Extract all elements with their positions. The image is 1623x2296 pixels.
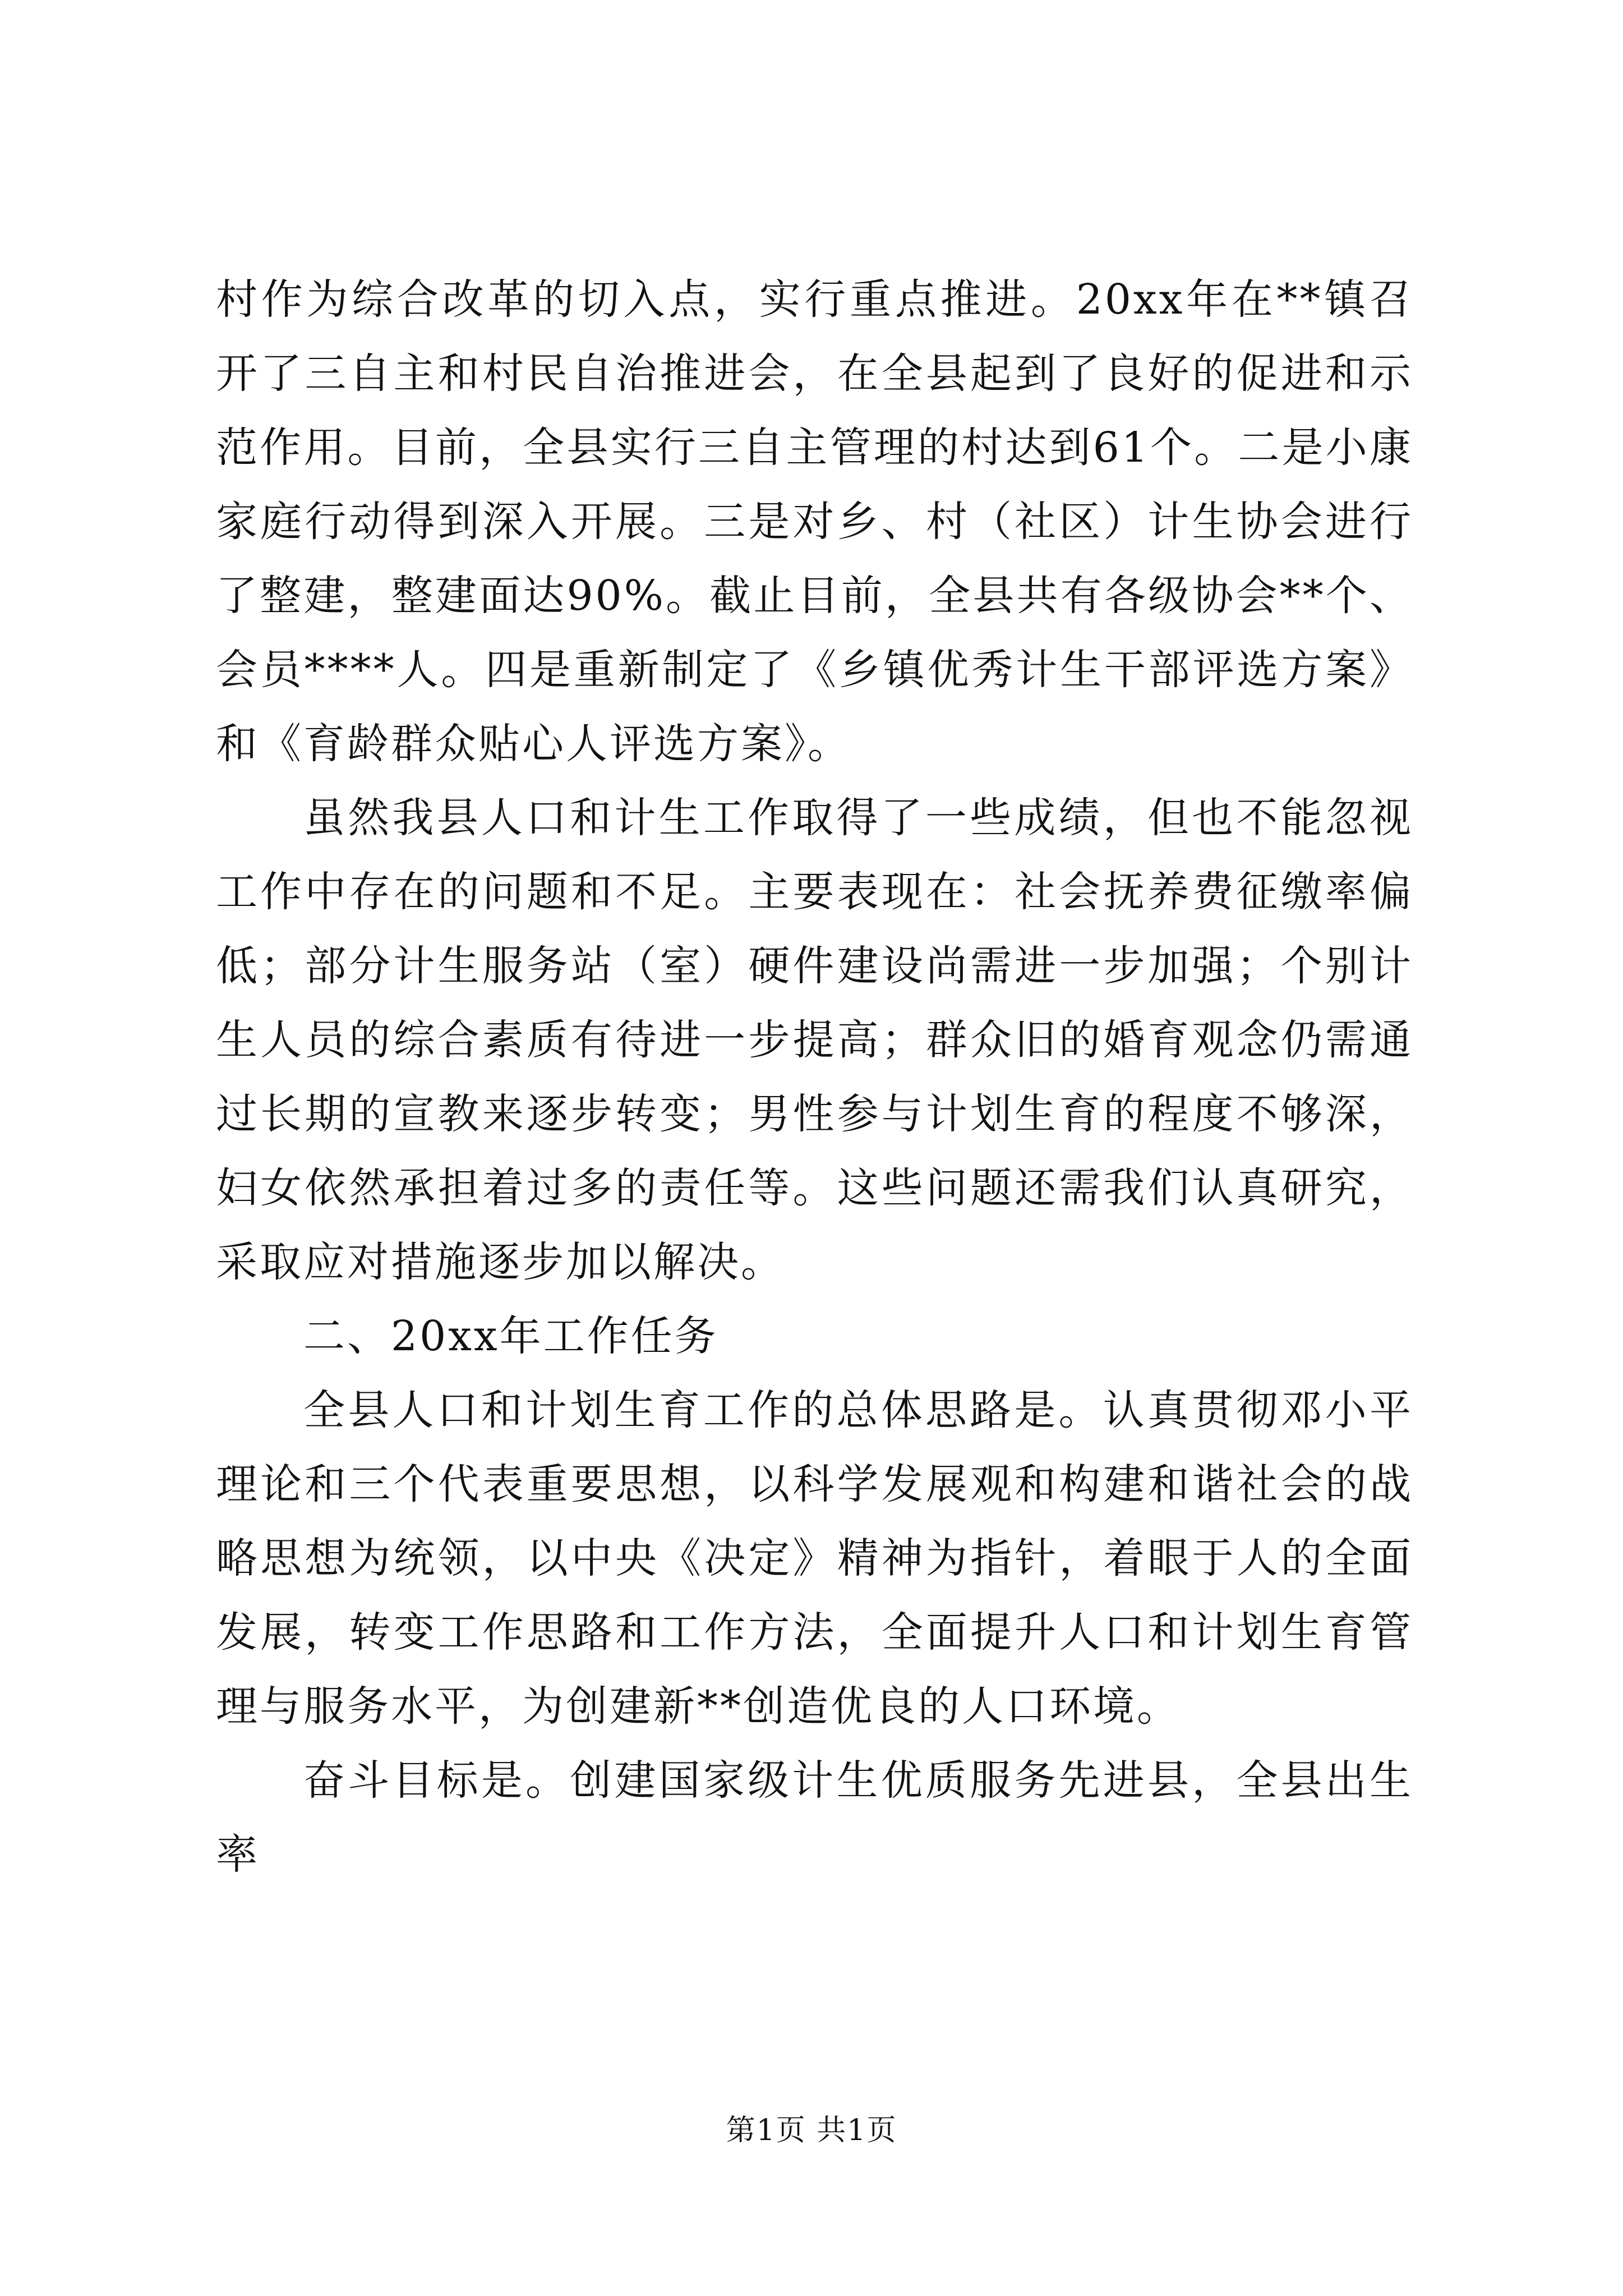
section-heading: 二、20xx年工作任务 — [303, 1312, 718, 1360]
paragraph-continuation: 村作为综合改革的切入点，实行重点推进。20xx年在**镇召开了三自主和村民自治推进会，在全县起到了良好的促进和示范作用。目前，全县实行三自主管理的村达到61个。二是小康家庭行动得到深入开展。三是对乡、村（社区）计生协会进行了整建，整建面达90%。截止目前，全县共有各级协会**个、会员****人。四是重新制定了《乡镇优秀计生干部评选方案》和《育龄群众贴心人评选方案》。 — [216, 275, 1413, 768]
document-body — [216, 263, 1413, 1892]
paragraph-overall-approach: 全县人口和计划生育工作的总体思路是。认真贯彻邓小平理论和三个代表重要思想，以科学发展观和构建和谐社会的战略思想为统领，以中央《决定》精神为指针，着眼于人的全面发展，转变工作思路和工作方法，全面提升人口和计划生育管理与服务水平，为创建新**创造优良的人口环境。 — [216, 1386, 1413, 1731]
paragraph-goals: 奋斗目标是。创建国家级计生优质服务先进县，全县出生率 — [216, 1756, 1413, 1879]
page-footer: 第1页 共1页 — [726, 2114, 897, 2147]
paragraph-problems: 虽然我县人口和计生工作取得了一些成绩，但也不能忽视工作中存在的问题和不足。主要表现在：社会抚养费征缴率偏低；部分计生服务站（室）硬件建设尚需进一步加强；个别计生人员的综合素质有待进一步提高；群众旧的婚育观念仍需通过长期的宣教来逐步转变；男性参与计划生育的程度不够深，妇女依然承担着过多的责任等。这些问题还需我们认真研究，采取应对措施逐步加以解决。 — [216, 794, 1413, 1286]
